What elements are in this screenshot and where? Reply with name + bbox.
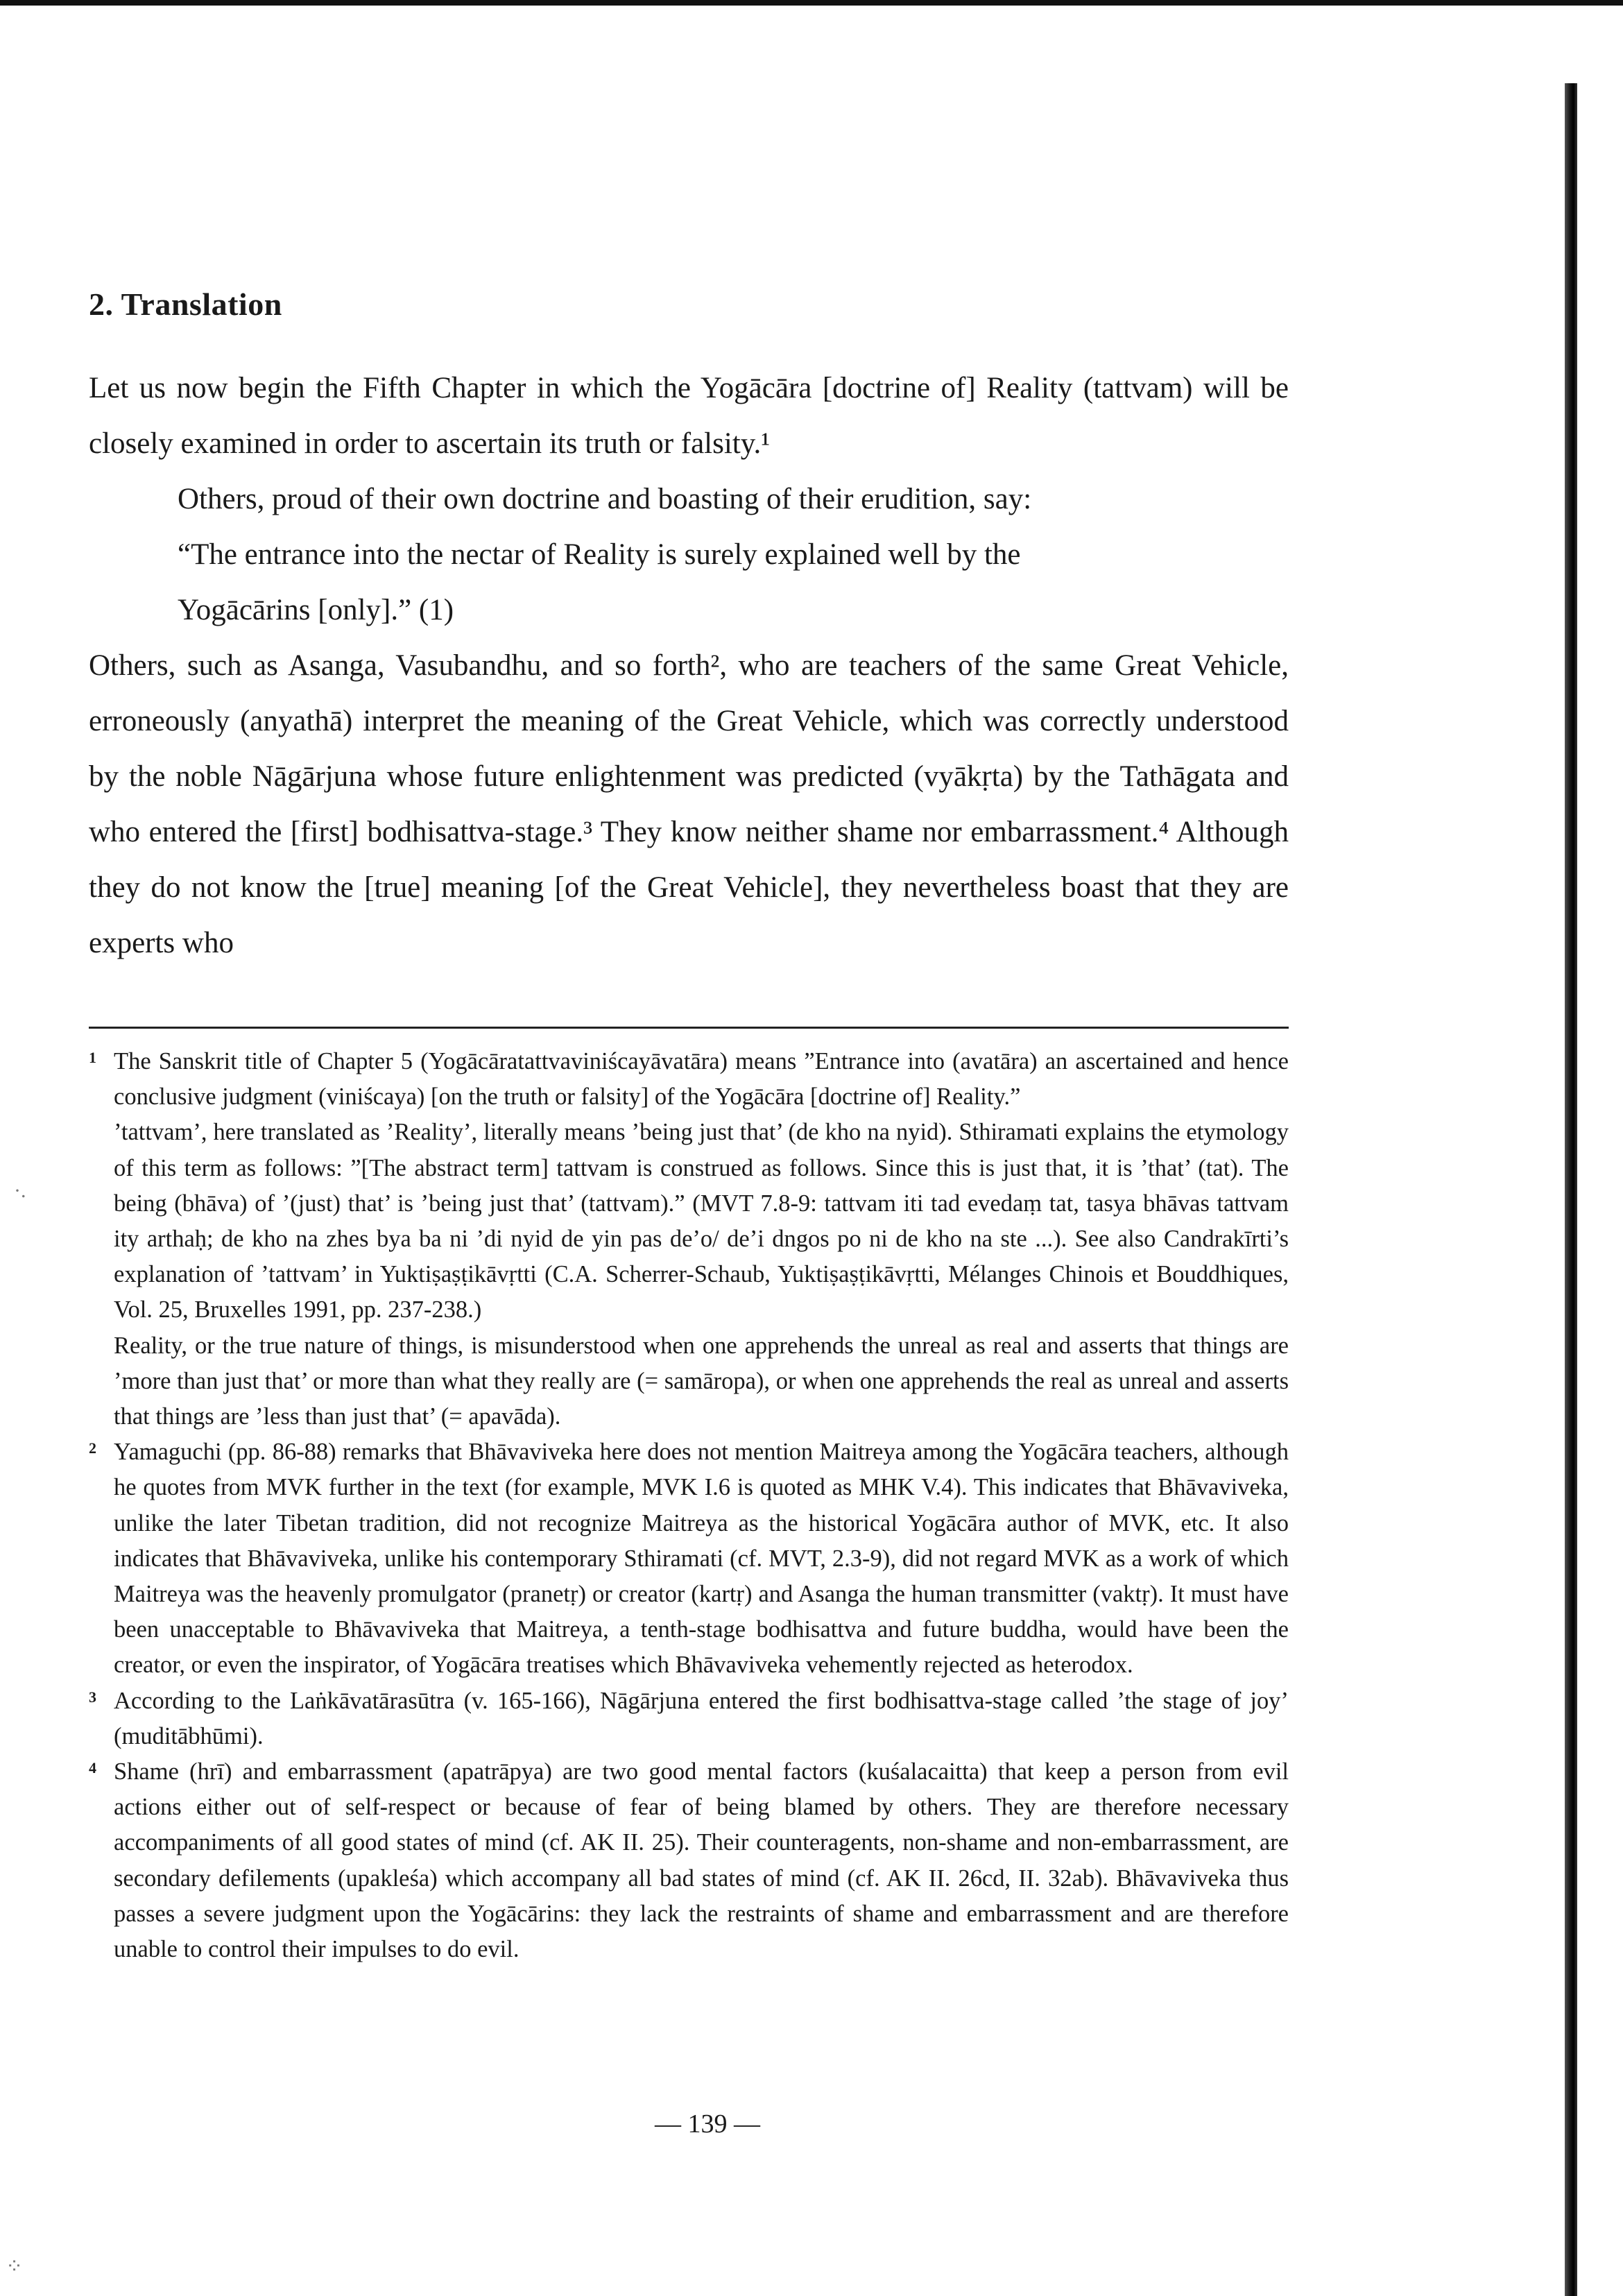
verse-line-2: “The entrance into the nectar of Reality is surely explained well by the xyxy=(178,538,1021,571)
footnote-text: Shame (hrī) and embarrassment (apatrāpya) are two good mental factors (kuśalacaitta) that keep a person from evil actions either out of self-respect or because of fear of being blamed by others. They are therefore necessary accompaniments of all good states of mind (cf. AK II. 25). Their counteragents, non-shame and non-embarrassment, are secondary defilements (upakleśa) which accompany all bad states of mind (cf. AK II. 26cd, II. 32ab). Bhāvaviveka thus passes a severe judgment upon the Yogācārins: they lack the restraints of shame and embarrassment and are therefore unable to control their impulses to do evil. xyxy=(114,1758,1289,1963)
footnote-2 xyxy=(89,1434,1289,1683)
main-text xyxy=(89,361,1289,971)
scan-speck: ·. xyxy=(14,1179,26,1202)
footnote-text: Reality, or the true nature of things, is misunderstood when one apprehends the unreal as real and asserts that things are ’more than just that’ or more than what they really are (= samāropa), or when one apprehends the real as unreal and asserts that things are ’less than just that’ (= apavāda). xyxy=(114,1332,1289,1430)
verse-line-1: Others, proud of their own doctrine and boasting of their erudition, say: xyxy=(178,483,1032,515)
scan-binding-shadow xyxy=(1565,83,1577,2296)
section-heading: 2. Translation xyxy=(89,286,282,322)
footnote-rule xyxy=(89,1027,1289,1029)
footnote-3 xyxy=(89,1684,1289,1754)
footnote-4 xyxy=(89,1754,1289,1967)
scan-top-edge xyxy=(0,0,1623,6)
footnotes xyxy=(89,1044,1289,1967)
footnote-1 xyxy=(89,1044,1289,1115)
footnote-text: According to the Laṅkāvatārasūtra (v. 165-166), Nāgārjuna entered the first bodhisattva-stage called ’the stage of joy’ (muditābhūmi). xyxy=(114,1687,1289,1749)
footnote-text: Yamaguchi (pp. 86-88) remarks that Bhāvaviveka here does not mention Maitreya among the Yogācāra teachers, although he quotes from MVK further in the text (for example, MVK I.6 is quoted as MHK V.4). This indicates that Bhāvaviveka, unlike the later Tibetan tradition, did not recognize Maitreya as the historical Yogācāra author of MVK, etc. It also indicates that Bhāvaviveka, unlike his contemporary Sthiramati (cf. MVT, 2.3-9), did not regard MVK as a work of which Maitreya was the heavenly promulgator (pranetṛ) or creator (kartṛ) and Asanga the human transmitter (vaktṛ). It must have been unacceptable to Bhāvaviveka that Maitreya, a tenth-stage bodhisattva and future buddha, would have been the creator, or even the inspirator, of Yogācāra treatises which Bhāvaviveka vehemently rejected as heterodox. xyxy=(114,1439,1289,1679)
footnote-marker: 2 xyxy=(89,1439,96,1457)
footnote-marker: 4 xyxy=(89,1759,96,1777)
scan-speck: ⁘ xyxy=(6,2255,24,2278)
page-number: — 139 — xyxy=(655,2109,760,2139)
footnote-1-continued xyxy=(89,1328,1289,1435)
paragraph-2: Others, such as Asanga, Vasubandhu, and so forth², who are teachers of the same Great Vehicle, erroneously (anyathā) interpret the meaning of the Great Vehicle, which was correctly understood by the noble Nāgārjuna whose future enlightenment was predicted (vyākṛta) by the Tathāgata and who entered the [first] bodhisattva-stage.³ They know neither shame nor embarrassment.⁴ Although they do not know the [true] meaning [of the Great Vehicle], they nevertheless boast that they are experts who xyxy=(89,649,1289,959)
footnote-marker: 1 xyxy=(89,1049,96,1066)
footnote-1-continued xyxy=(89,1115,1289,1328)
verse-line-3: Yogācārins [only].” (1) xyxy=(178,594,454,626)
footnote-marker: 3 xyxy=(89,1688,96,1706)
paragraph-1: Let us now begin the Fifth Chapter in which the Yogācāra [doctrine of] Reality (tattvam) will be closely examined in order to ascertain its truth or falsity.¹ xyxy=(89,372,1289,460)
footnote-text: The Sanskrit title of Chapter 5 (Yogācāratattvaviniścayāvatāra) means ”Entrance into (avatāra) an ascertained and hence conclusive judgment (viniścaya) [on the truth or falsity] of the Yogācāra [doctrine of] Reality.” xyxy=(114,1048,1289,1111)
footnote-text: ’tattvam’, here translated as ’Reality’, literally means ’being just that’ (de kho na nyid). Sthiramati explains the etymology of this term as follows: ”[The abstract term] tattvam is construed as follows. Since this is just that, it is ’that’ (tat). The being (bhāva) of ’(just) that’ is ’being just that’ (tattvam).” (MVT 7.8-9: tattvam iti tad evedaṃ tat, tasya bhāvas tattvam ity arthaḥ; de kho na zhes bya ba ni ’di nyid de yin pas de’o/ de’i dngos po ni de kho na ste ...). See also Candrakīrti’s explanation of ’tattvam’ in Yuktiṣaṣṭikāvṛtti (C.A. Scherrer-Schaub, Yuktiṣaṣṭikāvṛtti, Mélanges Chinois et Bouddhiques, Vol. 25, Bruxelles 1991, pp. 237-238.) xyxy=(114,1119,1289,1323)
